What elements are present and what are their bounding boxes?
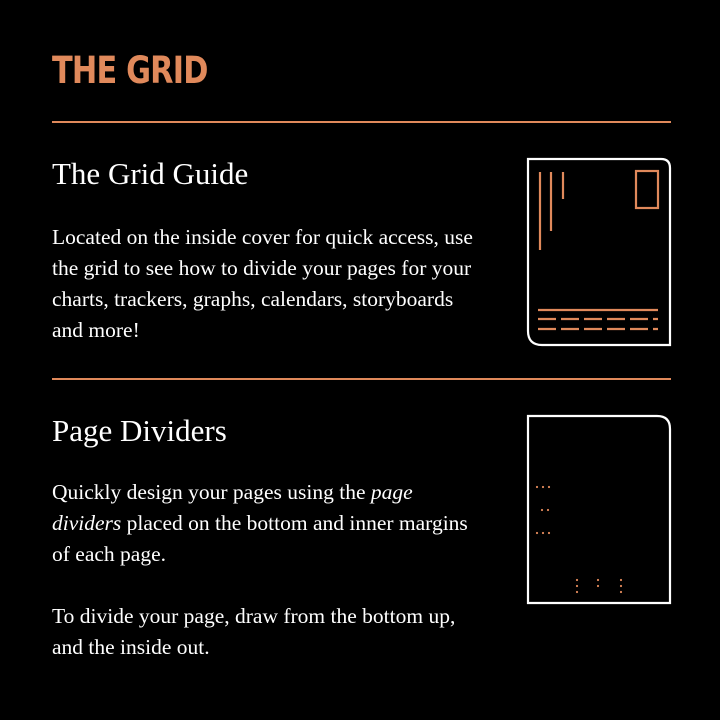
page-dividers-text-before: Quickly design your pages using the bbox=[52, 480, 371, 504]
section-body-grid-guide bbox=[52, 222, 482, 346]
page-dividers-paragraph-1 bbox=[52, 477, 482, 570]
page-dividers-text-after: placed on the bottom and inner margins of each page. bbox=[52, 511, 468, 566]
page-dividers-page-icon bbox=[520, 408, 680, 608]
page-dividers-paragraph-2: To divide your page, draw from the bottom up, and the inside out. bbox=[52, 604, 456, 659]
section-body-page-dividers bbox=[52, 477, 482, 663]
section-divider-middle bbox=[52, 378, 671, 380]
section-heading-page-dividers: Page Dividers bbox=[52, 413, 227, 448]
page-title: THE GRID bbox=[52, 49, 208, 92]
page-dividers-emphasis: page dividers bbox=[52, 480, 413, 535]
section-heading-grid-guide: The Grid Guide bbox=[52, 156, 249, 191]
grid-guide-paragraph: Located on the inside cover for quick access, use the grid to see how to divide your pages for your charts, trackers, graphs, calendars, storyboards and more! bbox=[52, 225, 473, 342]
grid-guide-page-icon bbox=[520, 152, 680, 352]
section-divider-top bbox=[52, 121, 671, 123]
